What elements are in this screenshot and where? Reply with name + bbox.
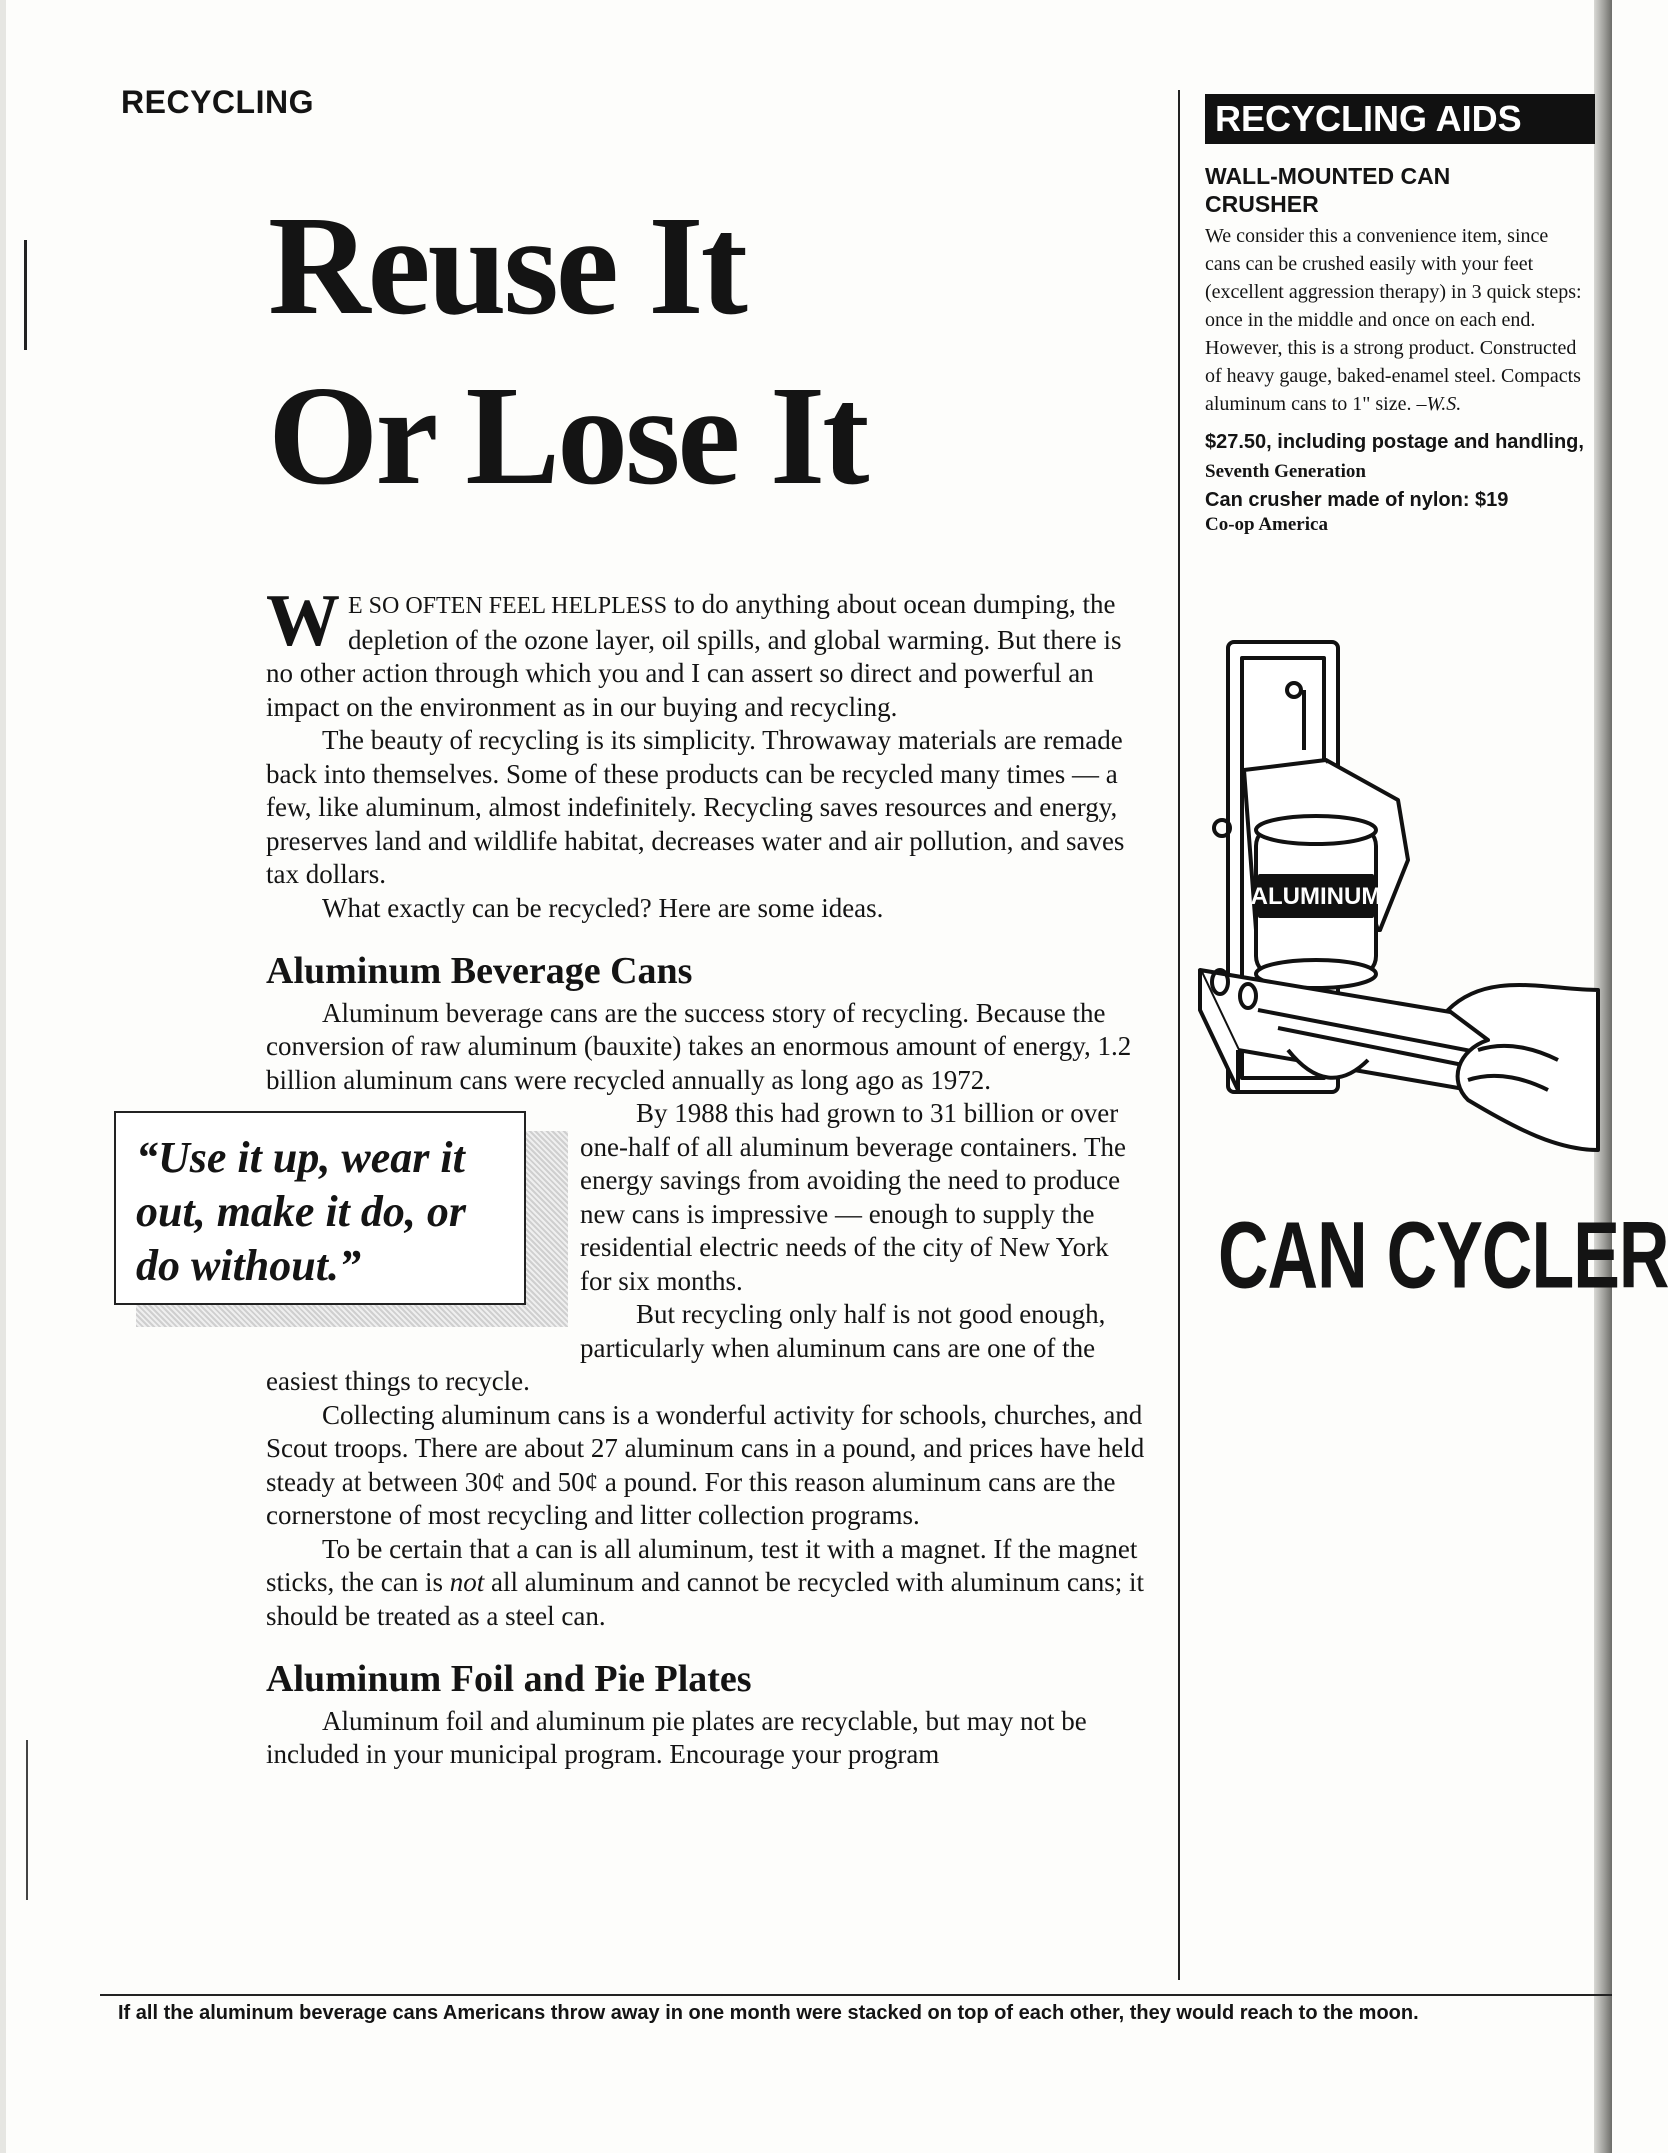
headline-line-1: Reuse It (268, 186, 745, 344)
paragraph: To be certain that a can is all aluminum, test it with a magnet. If the magnet sticks, the can is not all aluminum and cannot be recycled with aluminum cans; it should be treated as a steel can. (266, 1533, 1145, 1631)
can-label: ALUMINUM (1250, 883, 1382, 910)
intro-text: to do anything about ocean dumping, the depletion of the ozone layer, oil spills, and global warming. But there is no other action through which you and I can assert so direct and powerful an impact on the environment as in our buying and recycling. (266, 589, 1122, 722)
paragraph: Aluminum beverage cans are the success story of recycling. Because the conversion of raw aluminum (bauxite) takes an enormous amount of energy, 1.2 billion aluminum cans were recycled annually as long ago as 1972. (266, 997, 1132, 1095)
scan-mark (26, 1740, 28, 1900)
footer-rule (100, 1994, 1612, 1996)
author-initials: –W.S. (1411, 393, 1462, 415)
can-cycler-logo (1218, 1202, 1668, 1308)
paragraph: The beauty of recycling is its simplicity. Throwaway materials are remade back into themselves. Some of these products can be recycled many times — a few, like aluminum, almost indefinitely. Recycling saves resources and energy, preserves land and wildlife habitat, decreases water and air pollution, and saves tax dollars. (266, 725, 1125, 889)
price-line: Can crusher made of nylon: $19 (1205, 489, 1509, 511)
product-description: We consider this a convenience item, since cans can be crushed easily with your feet (excellent aggression therapy) in 3 quick steps: once in the middle and once on each end. However, this is a strong product. Constructed of heavy gauge, baked-enamel steel. Compacts aluminum cans to 1" size. –W.S. (1205, 225, 1582, 415)
headline-line-2: Or Lose It (268, 356, 867, 514)
subheading-cans: Aluminum Beverage Cans (266, 950, 693, 992)
logo-text-right: CYCLER (1386, 1202, 1668, 1308)
intro-paragraph (266, 580, 1146, 724)
pull-quote (114, 1107, 568, 1329)
section-label: RECYCLING (121, 84, 314, 120)
footer-fact: If all the aluminum beverage cans Americans throw away in one month were stacked on top of each other, they would reach to the moon. (118, 2002, 1419, 2024)
emphasis: not (449, 1567, 485, 1597)
paragraph: What exactly can be recycled? Here are some ideas. (322, 892, 884, 923)
can-crusher-illustration (1198, 630, 1598, 1200)
paragraph: By 1988 this had grown to 31 billion or over one-half of all aluminum beverage containers. The energy savings from avoiding the need to produce new cans is impressive — enough to supply the residential electric needs of the city of New York for six months. (580, 1098, 1127, 1296)
scan-edge-left (0, 0, 6, 2153)
subheading-foil: Aluminum Foil and Pie Plates (266, 1658, 752, 1700)
column-divider (1178, 90, 1180, 1980)
paragraph: But recycling only half is not good enough, particularly when aluminum cans are one of the easiest things to recycle. (266, 1299, 1106, 1396)
drop-cap: W (266, 580, 340, 662)
sidebar-header: RECYCLING AIDS (1205, 94, 1595, 144)
vendor-name: Seventh Generation (1205, 461, 1366, 482)
scan-mark (24, 240, 27, 350)
vendor-name: Co-op America (1205, 514, 1328, 535)
paragraph: Collecting aluminum cans is a wonderful activity for schools, churches, and Scout troops. There are about 27 aluminum cans in a pound, and prices have held steady at between 30¢ and 50¢ a pound. For this reason aluminum cans are the cornerstone of most recycling and litter collection programs. (266, 1399, 1145, 1530)
logo-text-left: CAN (1218, 1202, 1367, 1308)
article-body (136, 580, 1146, 1772)
pull-quote-text: “Use it up, wear it out, make it do, or do without.” (114, 1111, 526, 1305)
headline (268, 180, 988, 520)
product-title: WALL-MOUNTED CAN CRUSHER (1205, 163, 1451, 217)
paragraph: Aluminum foil and aluminum pie plates are recyclable, but may not be included in your municipal program. Encourage your program (266, 1705, 1087, 1769)
intro-lead: E SO OFTEN FEEL HELPLESS (348, 593, 668, 619)
sidebar (1205, 94, 1595, 536)
price-line: $27.50, including postage and handling, Seventh Generation (1205, 431, 1584, 482)
